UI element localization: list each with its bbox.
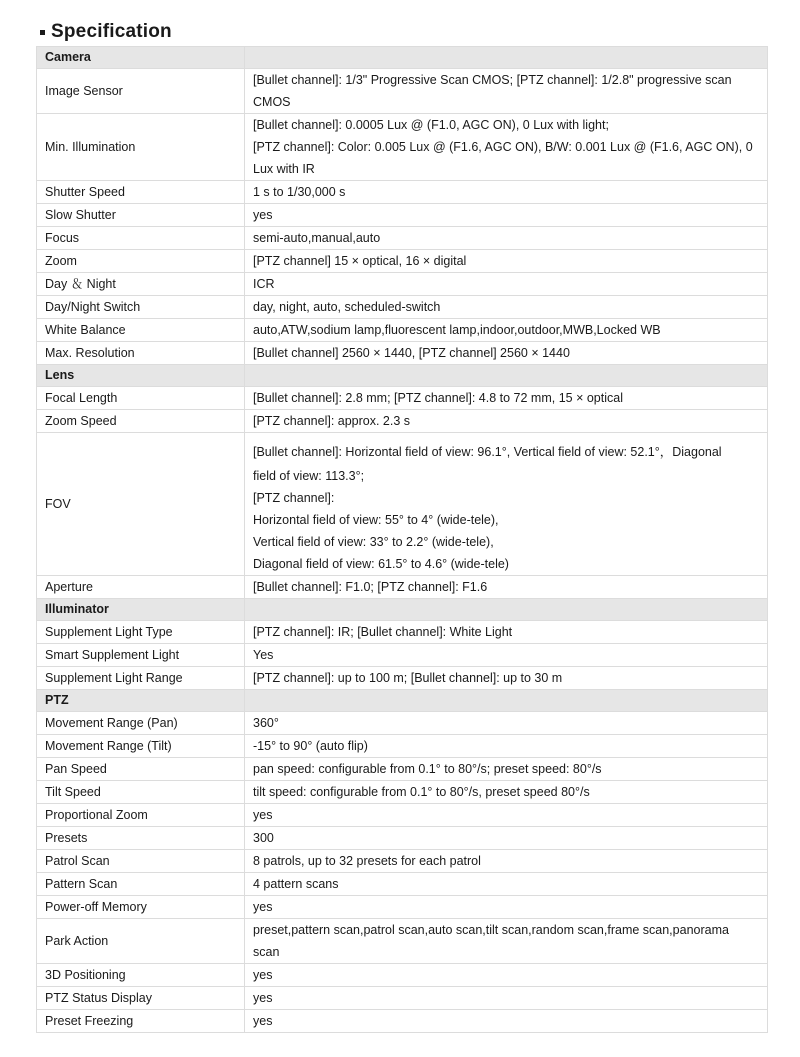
title-row: [36, 18, 767, 46]
spec-value-line: [PTZ channel]: up to 100 m; [Bullet channel]: up to 30 m: [253, 671, 563, 685]
spec-row: [37, 758, 768, 781]
spec-value-line: [Bullet channel]: Horizontal field of view: 96.1°, Vertical field of view: 52.1°，Diagonal: [253, 445, 722, 459]
spec-row: [37, 873, 768, 896]
spec-row: [37, 576, 768, 599]
section-title: PTZ: [37, 690, 245, 712]
spec-label: Zoom: [37, 250, 245, 273]
spec-value: [245, 319, 768, 342]
spec-row: [37, 69, 768, 114]
spec-value-line: 360°: [253, 716, 279, 730]
spec-value-line: [PTZ channel]:: [253, 491, 335, 505]
spec-value-line: Vertical field of view: 33° to 2.2° (wide-tele),: [253, 535, 494, 549]
spec-value: [245, 873, 768, 896]
spec-label: Aperture: [37, 576, 245, 599]
spec-row: [37, 964, 768, 987]
spec-label: Presets: [37, 827, 245, 850]
spec-label: Preset Freezing: [37, 1010, 245, 1033]
spec-value-line: yes: [253, 991, 273, 1005]
spec-label: FOV: [37, 433, 245, 576]
section-header: [37, 690, 768, 712]
spec-value-line: pan speed: configurable from 0.1° to 80°/s; preset speed: 80°/s: [253, 762, 602, 776]
spec-label: White Balance: [37, 319, 245, 342]
spec-label: Zoom Speed: [37, 410, 245, 433]
spec-label: Min. Illumination: [37, 114, 245, 181]
spec-label: Pan Speed: [37, 758, 245, 781]
spec-value: [245, 296, 768, 319]
section-header-filler: [245, 365, 768, 387]
spec-value: [245, 667, 768, 690]
spec-value: [245, 433, 768, 576]
spec-value: [245, 987, 768, 1010]
spec-row: [37, 827, 768, 850]
spec-row: [37, 387, 768, 410]
spec-value-line: CMOS: [253, 95, 291, 109]
spec-value: [245, 804, 768, 827]
spec-value-line: yes: [253, 808, 273, 822]
spec-label: Proportional Zoom: [37, 804, 245, 827]
spec-value-line: yes: [253, 900, 273, 914]
spec-row: [37, 114, 768, 181]
spec-label: 3D Positioning: [37, 964, 245, 987]
spec-value: [245, 964, 768, 987]
section-title: Camera: [37, 47, 245, 69]
spec-value: [245, 1010, 768, 1033]
spec-value-line: field of view: 113.3°;: [253, 469, 365, 483]
spec-value: [245, 621, 768, 644]
spec-row: [37, 987, 768, 1010]
spec-value-line: [PTZ channel]: IR; [Bullet channel]: White Light: [253, 625, 513, 639]
spec-value: [245, 919, 768, 964]
spec-row: [37, 896, 768, 919]
spec-row: [37, 735, 768, 758]
spec-label: Slow Shutter: [37, 204, 245, 227]
spec-value-line: yes: [253, 1014, 273, 1028]
spec-value: [245, 273, 768, 296]
spec-value-line: Lux with IR: [253, 162, 315, 176]
spec-value-line: Yes: [253, 648, 274, 662]
spec-value-line: [Bullet channel]: 2.8 mm; [PTZ channel]: 4.8 to 72 mm, 15 × optical: [253, 391, 623, 405]
section-title: Lens: [37, 365, 245, 387]
spec-label: Max. Resolution: [37, 342, 245, 365]
spec-table: [36, 46, 768, 1033]
spec-value: [245, 896, 768, 919]
section-header: [37, 47, 768, 69]
spec-value-line: scan: [253, 945, 280, 959]
spec-value: [245, 850, 768, 873]
spec-row: [37, 712, 768, 735]
spec-value-line: yes: [253, 968, 273, 982]
spec-value-line: day, night, auto, scheduled-switch: [253, 300, 441, 314]
spec-value: [245, 410, 768, 433]
spec-value-line: [Bullet channel]: 1/3" Progressive Scan CMOS; [PTZ channel]: 1/2.8" progressive scan: [253, 73, 732, 87]
section-header-filler: [245, 690, 768, 712]
spec-label: Movement Range (Tilt): [37, 735, 245, 758]
spec-row: [37, 433, 768, 576]
spec-value: [245, 576, 768, 599]
section-header-filler: [245, 47, 768, 69]
spec-value-line: ICR: [253, 277, 275, 291]
spec-row: [37, 410, 768, 433]
spec-value: [245, 735, 768, 758]
spec-label: Park Action: [37, 919, 245, 964]
spec-label: Image Sensor: [37, 69, 245, 114]
spec-value-line: 8 patrols, up to 32 presets for each patrol: [253, 854, 481, 868]
spec-value: [245, 781, 768, 804]
spec-value-line: auto,ATW,sodium lamp,fluorescent lamp,indoor,outdoor,MWB,Locked WB: [253, 323, 661, 337]
spec-row: [37, 850, 768, 873]
spec-value: [245, 181, 768, 204]
spec-value-line: Diagonal field of view: 61.5° to 4.6° (wide-tele): [253, 557, 509, 571]
spec-row: [37, 296, 768, 319]
spec-value: [245, 342, 768, 365]
spec-row: [37, 644, 768, 667]
spec-row: [37, 227, 768, 250]
spec-label: Day ＆ Night: [37, 273, 245, 296]
spec-value-line: [PTZ channel] 15 × optical, 16 × digital: [253, 254, 467, 268]
spec-value-line: 300: [253, 831, 274, 845]
spec-label: Pattern Scan: [37, 873, 245, 896]
section-header: [37, 365, 768, 387]
page-title: Specification: [51, 21, 172, 42]
spec-label: Smart Supplement Light: [37, 644, 245, 667]
spec-value: [245, 114, 768, 181]
spec-value: [245, 227, 768, 250]
section-title: Illuminator: [37, 599, 245, 621]
spec-value-line: 4 pattern scans: [253, 877, 339, 891]
spec-value-line: 1 s to 1/30,000 s: [253, 185, 346, 199]
spec-label: Focal Length: [37, 387, 245, 410]
spec-row: [37, 667, 768, 690]
section-header: [37, 599, 768, 621]
section-header-filler: [245, 599, 768, 621]
spec-value-line: [PTZ channel]: Color: 0.005 Lux @ (F1.6, AGC ON), B/W: 0.001 Lux @ (F1.6, AGC ON), 0: [253, 140, 753, 154]
spec-label: PTZ Status Display: [37, 987, 245, 1010]
spec-label: Focus: [37, 227, 245, 250]
spec-value: [245, 250, 768, 273]
spec-value: [245, 644, 768, 667]
spec-page: [36, 18, 767, 1033]
spec-row: [37, 273, 768, 296]
spec-value-line: [Bullet channel]: F1.0; [PTZ channel]: F1.6: [253, 580, 488, 594]
spec-value-line: -15° to 90° (auto flip): [253, 739, 368, 753]
spec-row: [37, 342, 768, 365]
spec-value: [245, 712, 768, 735]
spec-label: Day/Night Switch: [37, 296, 245, 319]
spec-label: Movement Range (Pan): [37, 712, 245, 735]
spec-value-line: preset,pattern scan,patrol scan,auto scan,tilt scan,random scan,frame scan,panorama: [253, 923, 729, 937]
spec-table-body: [37, 47, 768, 1033]
spec-value-line: [PTZ channel]: approx. 2.3 s: [253, 414, 411, 428]
spec-label: Power-off Memory: [37, 896, 245, 919]
spec-value-line: Horizontal field of view: 55° to 4° (wide-tele),: [253, 513, 499, 527]
spec-label: Supplement Light Type: [37, 621, 245, 644]
bullet-icon: [40, 30, 45, 35]
spec-value: [245, 69, 768, 114]
spec-label: Supplement Light Range: [37, 667, 245, 690]
spec-value-line: semi-auto,manual,auto: [253, 231, 381, 245]
spec-value: [245, 387, 768, 410]
spec-row: [37, 204, 768, 227]
spec-value-line: [Bullet channel]: 0.0005 Lux @ (F1.0, AGC ON), 0 Lux with light;: [253, 118, 609, 132]
spec-row: [37, 781, 768, 804]
spec-value: [245, 827, 768, 850]
spec-value-line: tilt speed: configurable from 0.1° to 80°/s, preset speed 80°/s: [253, 785, 590, 799]
spec-value: [245, 204, 768, 227]
spec-row: [37, 1010, 768, 1033]
spec-row: [37, 804, 768, 827]
spec-value: [245, 758, 768, 781]
spec-row: [37, 181, 768, 204]
spec-label: Shutter Speed: [37, 181, 245, 204]
spec-label: Tilt Speed: [37, 781, 245, 804]
spec-row: [37, 919, 768, 964]
spec-value-line: yes: [253, 208, 273, 222]
spec-row: [37, 621, 768, 644]
spec-label: Patrol Scan: [37, 850, 245, 873]
spec-row: [37, 250, 768, 273]
spec-row: [37, 319, 768, 342]
spec-value-line: [Bullet channel] 2560 × 1440, [PTZ channel] 2560 × 1440: [253, 346, 570, 360]
